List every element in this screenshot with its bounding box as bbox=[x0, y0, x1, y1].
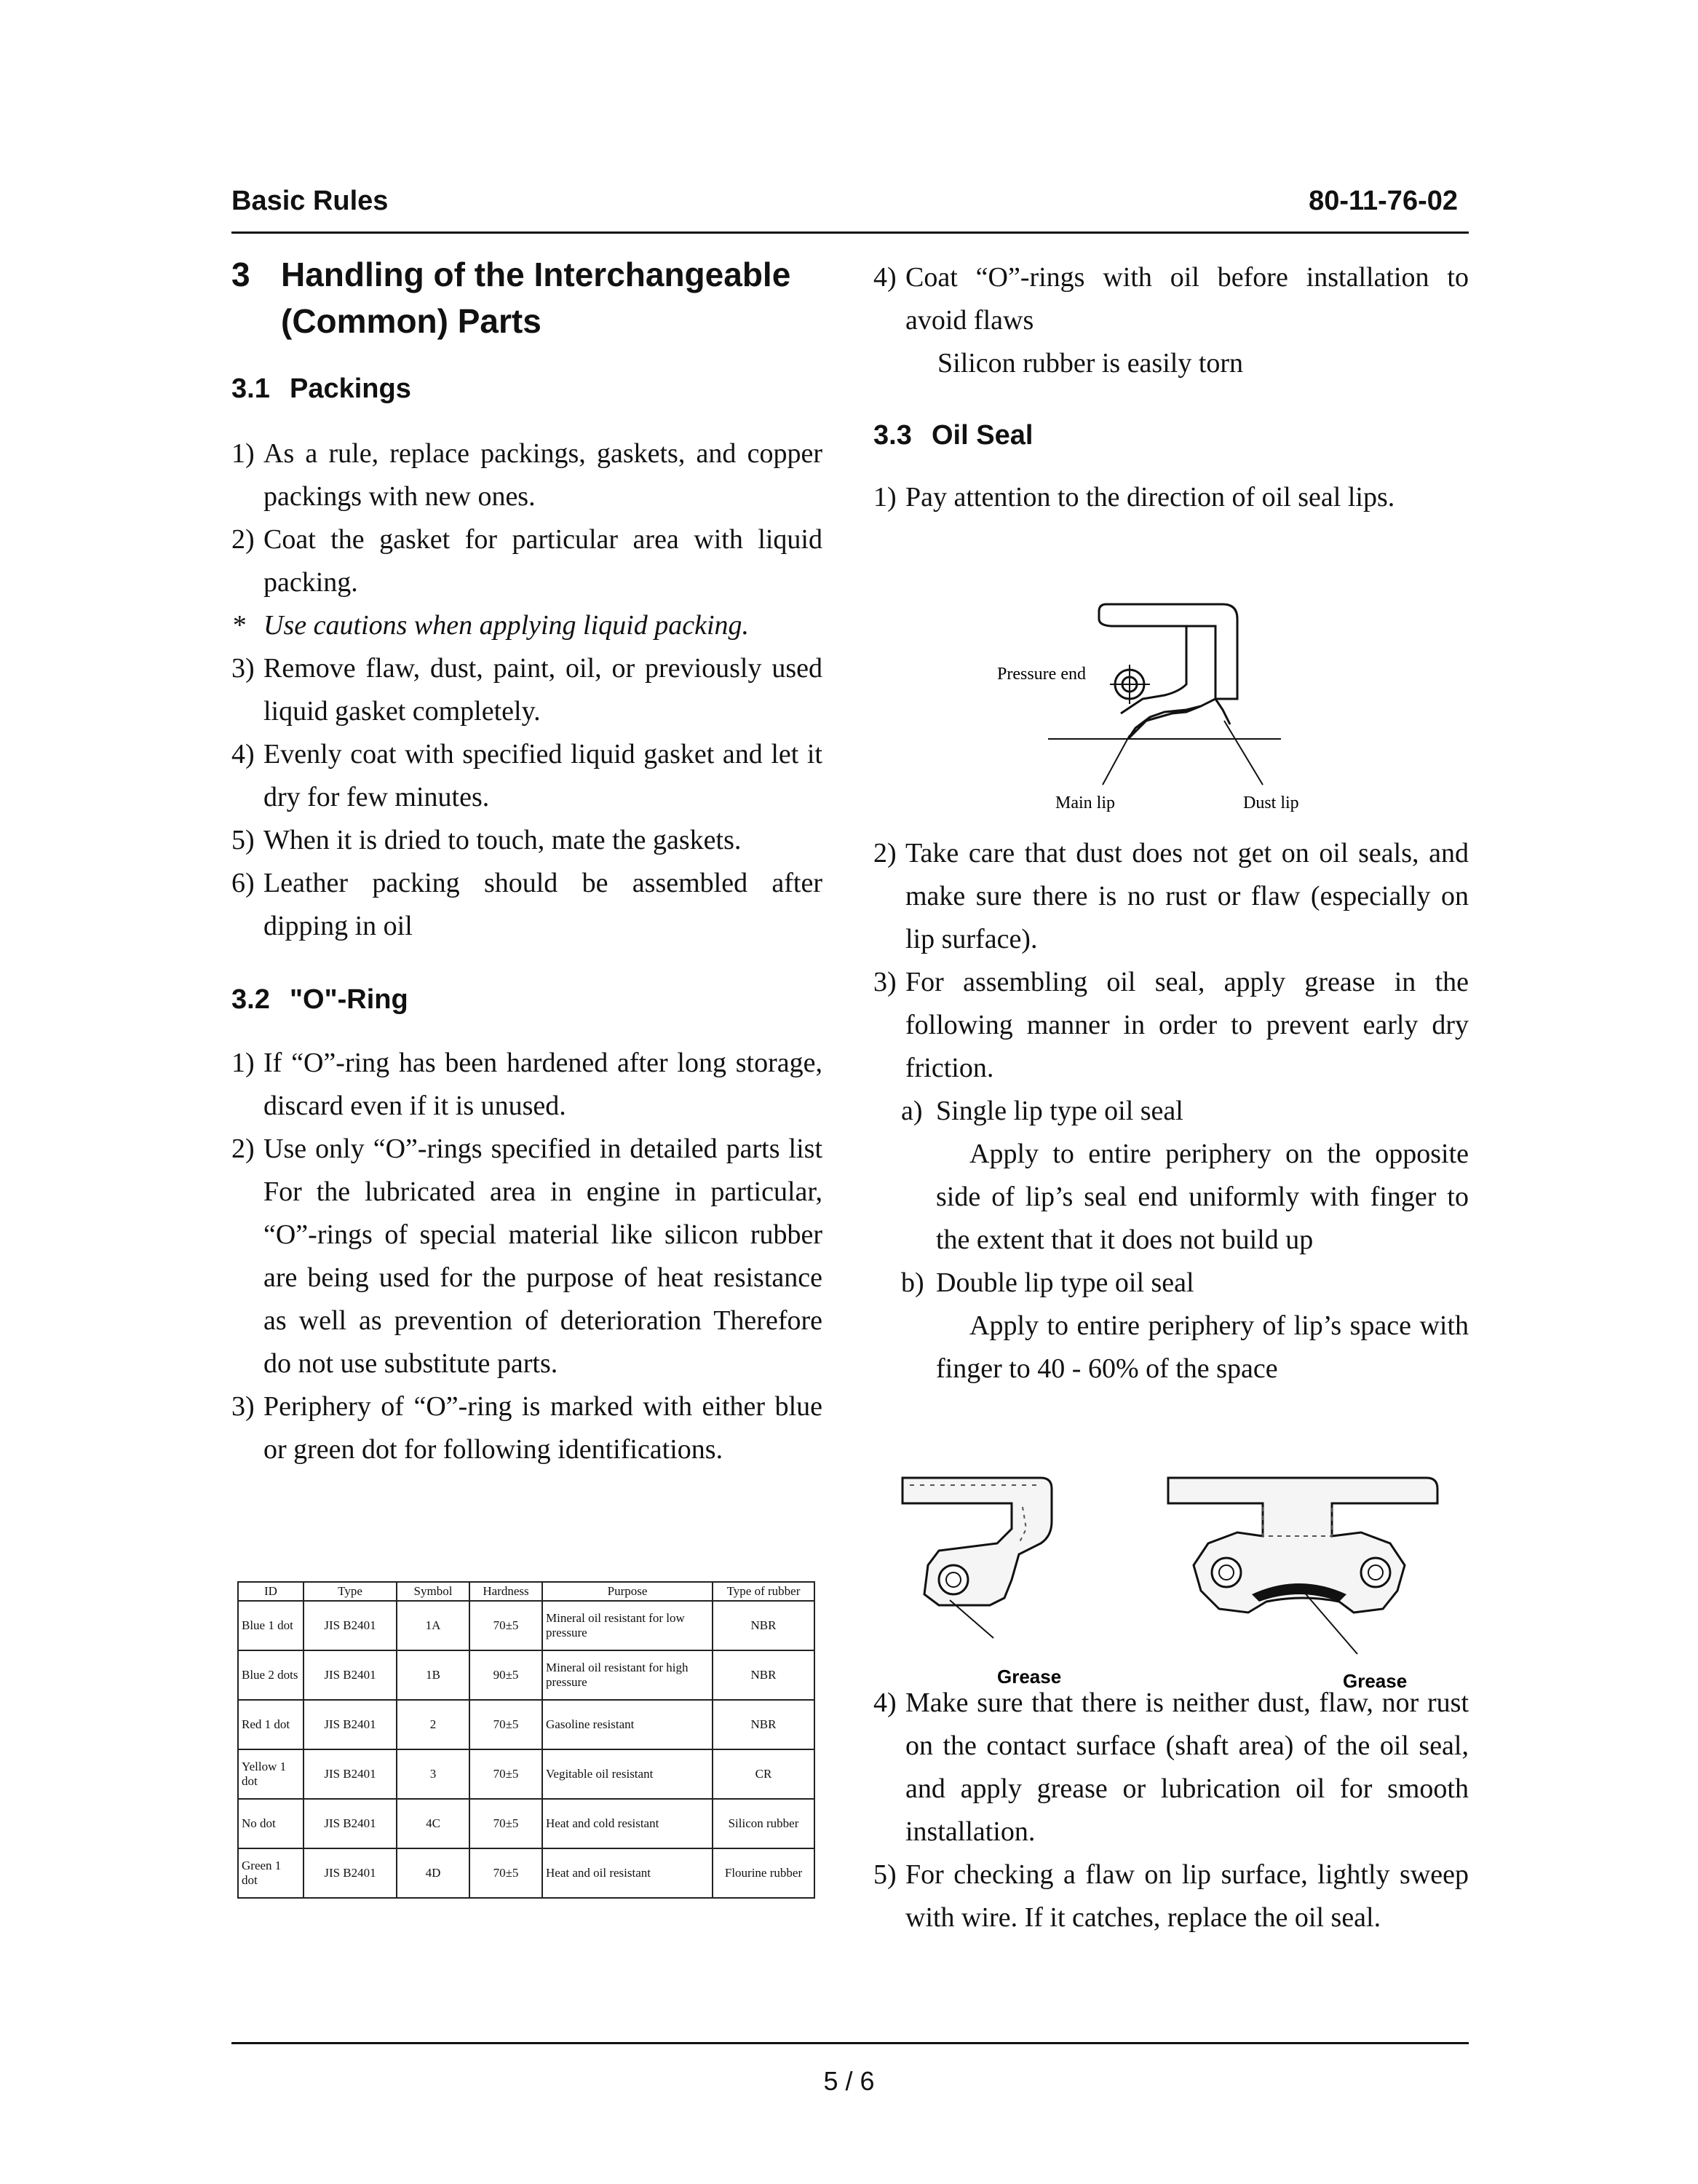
oring-item-3: 3) Periphery of “O”-ring is marked with either blue or green dot for following identifications. bbox=[231, 1391, 822, 1465]
table-cell: JIS B2401 bbox=[304, 1799, 397, 1848]
table-row bbox=[238, 1700, 814, 1749]
table-cell: 2 bbox=[397, 1700, 469, 1749]
table-cell: Green 1 dot bbox=[238, 1848, 304, 1898]
table-header: Type bbox=[304, 1582, 397, 1601]
table-cell: CR bbox=[713, 1749, 814, 1799]
oilseal-sub-a-title: a) Single lip type oil seal bbox=[901, 1096, 1183, 1126]
grease-application-diagram bbox=[895, 1463, 1448, 1696]
packings-item-3: 3) Remove flaw, dust, paint, oil, or previously used liquid gasket completely. bbox=[231, 653, 822, 727]
table-cell: Mineral oil resistant for low pressure bbox=[542, 1601, 713, 1650]
footer-rule bbox=[231, 2042, 1469, 2044]
table-cell: NBR bbox=[713, 1700, 814, 1749]
table-cell: No dot bbox=[238, 1799, 304, 1848]
table-cell: NBR bbox=[713, 1601, 814, 1650]
table-cell: Blue 2 dots bbox=[238, 1650, 304, 1700]
section-3-1-label: Packings bbox=[290, 373, 411, 404]
table-cell: Gasoline resistant bbox=[542, 1700, 713, 1749]
header-doc-number: 80-11-76-02 bbox=[1309, 186, 1458, 216]
section-3-title bbox=[231, 251, 822, 344]
pressure-end-label: Pressure end bbox=[997, 665, 1086, 684]
table-cell: 90±5 bbox=[469, 1650, 542, 1700]
section-3-title-line1: Handling of the Interchangeable bbox=[281, 256, 791, 293]
table-cell: Vegitable oil resistant bbox=[542, 1749, 713, 1799]
packings-item-5: 5) When it is dried to touch, mate the gaskets. bbox=[231, 825, 742, 855]
oilseal-sub-a-body: Apply to entire periphery on the opposite side of lip’s seal end uniformly with finger to the extent that it does not build up bbox=[936, 1139, 1469, 1255]
oilseal-item-1: 1) Pay attention to the direction of oil seal lips. bbox=[873, 482, 1395, 513]
oilseal-item-3: 3) For assembling oil seal, apply grease in the following manner in order to prevent early dry friction. bbox=[873, 967, 1469, 1083]
oilseal-item-5: 5) For checking a flaw on lip surface, lightly sweep with wire. If it catches, replace the oil seal. bbox=[873, 1859, 1469, 1933]
table-cell: Blue 1 dot bbox=[238, 1601, 304, 1650]
oilseal-item-4: 4) Make sure that there is neither dust, flaw, nor rust on the contact surface (shaft area) of the oil seal, and apply grease or lubrication oil for smooth installation. bbox=[873, 1688, 1469, 1847]
table-cell: 4D bbox=[397, 1848, 469, 1898]
oil-seal-lip-diagram bbox=[968, 590, 1376, 823]
oring-item-4: 4) Coat “O”-rings with oil before installation to avoid flaws bbox=[873, 262, 1469, 336]
table-cell: 4C bbox=[397, 1799, 469, 1848]
packings-item-6: 6) Leather packing should be assembled after dipping in oil bbox=[231, 868, 822, 941]
table-cell: Yellow 1 dot bbox=[238, 1749, 304, 1799]
table-cell: JIS B2401 bbox=[304, 1601, 397, 1650]
table-cell: 70±5 bbox=[469, 1848, 542, 1898]
packings-item-1: 1) As a rule, replace packings, gaskets, and copper packings with new ones. bbox=[231, 438, 822, 512]
oilseal-sub-b-title: b) Double lip type oil seal bbox=[901, 1267, 1194, 1298]
table-cell: Red 1 dot bbox=[238, 1700, 304, 1749]
table-cell: Heat and oil resistant bbox=[542, 1848, 713, 1898]
oring-item-2: 2) Use only “O”-rings specified in detailed parts list For the lubricated area in engine in particular, “O”-rings of special material like silicon rubber are being used for the purpose of heat resistance as well as prevention of deterioration Therefore do not use substitute parts. bbox=[231, 1133, 822, 1379]
table-header-row bbox=[238, 1582, 814, 1601]
grease-label-right: Grease bbox=[1343, 1670, 1408, 1692]
table-cell: 70±5 bbox=[469, 1749, 542, 1799]
table-cell: 70±5 bbox=[469, 1799, 542, 1848]
table-header: Purpose bbox=[542, 1582, 713, 1601]
oring-identification-table bbox=[237, 1581, 815, 1899]
table-row bbox=[238, 1799, 814, 1848]
table-cell: Heat and cold resistant bbox=[542, 1799, 713, 1848]
section-3-3-title bbox=[873, 420, 1469, 451]
double-lip-seal-drawing bbox=[1168, 1478, 1437, 1654]
section-3-number: 3 bbox=[231, 256, 250, 293]
table-cell: Silicon rubber bbox=[713, 1799, 814, 1848]
table-row bbox=[238, 1749, 814, 1799]
table-cell: Flourine rubber bbox=[713, 1848, 814, 1898]
oilseal-item-2: 2) Take care that dust does not get on oil seals, and make sure there is no rust or flaw (especially on lip surface). bbox=[873, 838, 1469, 954]
table-cell: JIS B2401 bbox=[304, 1848, 397, 1898]
dust-lip-label: Dust lip bbox=[1243, 794, 1299, 812]
table-cell: 70±5 bbox=[469, 1601, 542, 1650]
header-section-label: Basic Rules bbox=[231, 186, 389, 216]
grease-label-left: Grease bbox=[997, 1666, 1062, 1688]
table-cell: JIS B2401 bbox=[304, 1650, 397, 1700]
section-3-3-label: Oil Seal bbox=[932, 420, 1034, 451]
header-rule bbox=[231, 232, 1469, 234]
section-3-1-number: 3.1 bbox=[231, 373, 270, 404]
section-3-2-number: 3.2 bbox=[231, 984, 270, 1015]
table-row bbox=[238, 1601, 814, 1650]
table-header: Symbol bbox=[397, 1582, 469, 1601]
table-cell: NBR bbox=[713, 1650, 814, 1700]
table-cell: JIS B2401 bbox=[304, 1700, 397, 1749]
main-lip-label: Main lip bbox=[1055, 794, 1115, 812]
section-3-2-title bbox=[231, 984, 822, 1016]
packings-item-2: 2) Coat the gasket for particular area with liquid packing. bbox=[231, 524, 822, 598]
table-header: Hardness bbox=[469, 1582, 542, 1601]
oring-item-4-note: Silicon rubber is easily torn bbox=[937, 348, 1244, 379]
page-number: 5 / 6 bbox=[823, 2066, 875, 2096]
section-3-3-number: 3.3 bbox=[873, 420, 912, 451]
packings-caution-note: * Use cautions when applying liquid packing. bbox=[231, 610, 750, 641]
table-header: ID bbox=[238, 1582, 304, 1601]
left-column bbox=[231, 251, 822, 1471]
table-cell: 1B bbox=[397, 1650, 469, 1700]
section-3-1-title bbox=[231, 373, 822, 405]
single-lip-seal-drawing bbox=[902, 1478, 1052, 1638]
table-cell: 70±5 bbox=[469, 1700, 542, 1749]
table-cell: 1A bbox=[397, 1601, 469, 1650]
oilseal-sub-b-body: Apply to entire periphery of lip’s space with finger to 40 - 60% of the space bbox=[936, 1310, 1469, 1384]
table-row bbox=[238, 1650, 814, 1700]
section-3-title-line2: (Common) Parts bbox=[281, 302, 541, 340]
table-row bbox=[238, 1848, 814, 1898]
table-header: Type of rubber bbox=[713, 1582, 814, 1601]
table-cell: 3 bbox=[397, 1749, 469, 1799]
table-cell: JIS B2401 bbox=[304, 1749, 397, 1799]
section-3-2-label: "O"-Ring bbox=[290, 984, 408, 1015]
table-cell: Mineral oil resistant for high pressure bbox=[542, 1650, 713, 1700]
packings-item-4: 4) Evenly coat with specified liquid gasket and let it dry for few minutes. bbox=[231, 739, 822, 812]
oring-item-1: 1) If “O”-ring has been hardened after long storage, discard even if it is unused. bbox=[231, 1048, 822, 1121]
